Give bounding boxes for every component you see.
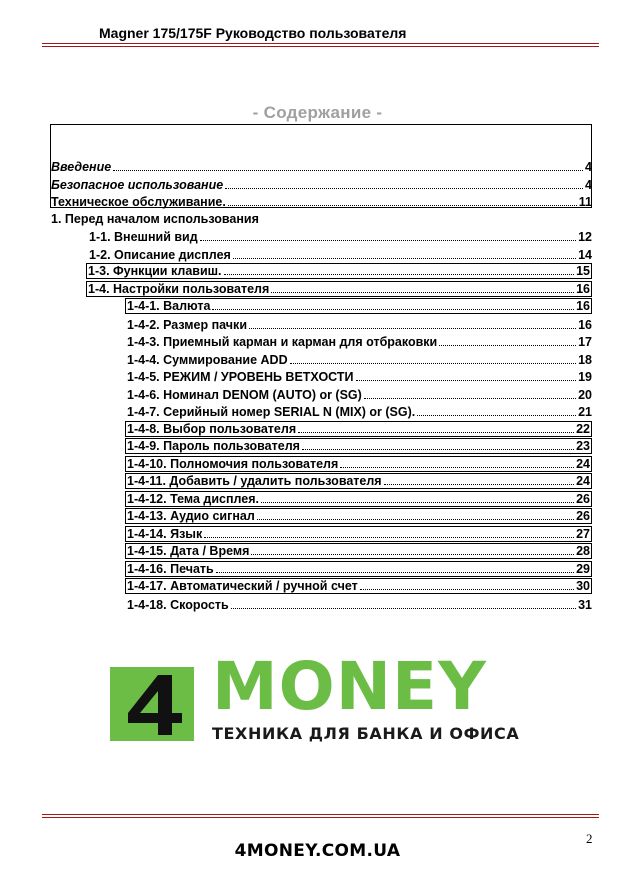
toc-leader-dots (204, 537, 574, 538)
toc-row-page: 14 (578, 248, 592, 262)
toc-row-label: 1-4-4. Суммирование ADD (127, 353, 288, 367)
toc-row-page: 26 (576, 492, 590, 506)
toc-row[interactable] (125, 491, 592, 507)
toc-row-label: Введение (51, 160, 112, 174)
toc-row-label: 1-4-5. РЕЖИМ / УРОВЕНЬ ВЕТХОСТИ (127, 370, 354, 384)
toc-row-label: Безопасное использование (51, 178, 224, 192)
toc-leader-dots (231, 608, 576, 609)
toc-leader-dots (261, 502, 574, 503)
toc-row-page: 23 (576, 439, 590, 453)
toc-row-label: Техническое обслуживание. (51, 195, 226, 209)
toc-row-page: 31 (578, 598, 592, 612)
toc-row-label: 1-4. Настройки пользователя (88, 282, 270, 296)
toc-row[interactable] (127, 386, 592, 402)
toc-row[interactable] (125, 561, 592, 577)
toc-row-page: 16 (578, 318, 592, 332)
toc-row[interactable] (86, 263, 592, 279)
toc-leader-dots (417, 415, 576, 416)
toc-row-label: 1-4-8. Выбор пользователя (127, 422, 297, 436)
toc-row[interactable] (125, 526, 592, 542)
toc-row[interactable] (51, 158, 592, 174)
toc-row-page: 4 (585, 178, 592, 192)
toc-leader-dots (113, 170, 583, 171)
toc-row-page: 16 (576, 282, 590, 296)
toc-row[interactable] (127, 351, 592, 367)
toc-row-label: 1-4-14. Язык (127, 527, 203, 541)
toc-row[interactable] (127, 596, 592, 612)
toc-leader-dots (290, 363, 576, 364)
toc-row-page: 12 (578, 230, 592, 244)
toc-leader-dots (233, 258, 576, 259)
toc-row[interactable] (125, 421, 592, 437)
toc-row-page: 11 (578, 195, 592, 209)
toc-row-page: 29 (576, 562, 590, 576)
footer-website-link[interactable]: 4MONEY.COM.UA (234, 841, 401, 861)
toc-row-page: 17 (578, 335, 592, 349)
toc-leader-dots (251, 554, 574, 555)
toc-row-label: 1-4-18. Скорость (127, 598, 229, 612)
toc-row-label: 1-4-13. Аудио сигнал (127, 509, 255, 523)
header-rule-top (42, 43, 599, 44)
toc-row-label: 1-4-7. Серийный номер SERIAL N (MIX) or (SG). (127, 405, 416, 419)
footer-rule-top (42, 814, 599, 815)
toc-leader-dots (439, 345, 576, 346)
toc-row[interactable] (51, 176, 592, 192)
toc-row-page: 20 (578, 388, 592, 402)
toc-row-label: 1-4-2. Размер пачки (127, 318, 248, 332)
toc-row[interactable] (89, 228, 592, 244)
toc-row-page: 4 (585, 160, 592, 174)
toc-row[interactable] (125, 508, 592, 524)
toc-row-label: 1-4-16. Печать (127, 562, 214, 576)
toc-row-label: 1-4-17. Автоматический / ручной счет (127, 579, 358, 593)
toc-row-page: 21 (578, 405, 592, 419)
toc-row-label: 1-4-6. Номинал DENOM (AUTO) or (SG) (127, 388, 362, 402)
toc-row-label: 1-1. Внешний вид (89, 230, 198, 244)
toc-row[interactable] (125, 438, 592, 454)
toc-row-label: 1-4-11. Добавить / удалить пользователя (127, 474, 382, 488)
logo-4-digit (110, 667, 194, 741)
header-rule-bottom (42, 46, 599, 47)
toc-leader-dots (340, 467, 574, 468)
toc-section-heading[interactable] (51, 210, 592, 226)
toc-row-page: 15 (576, 264, 590, 278)
toc-row[interactable] (127, 316, 592, 332)
toc-leader-dots (257, 519, 574, 520)
toc-leader-dots (356, 380, 577, 381)
toc-row[interactable] (51, 193, 592, 209)
toc-row[interactable] (125, 543, 592, 559)
toc-leader-dots (364, 398, 576, 399)
toc-row[interactable] (86, 281, 592, 297)
toc-row-page: 30 (576, 579, 590, 593)
toc-leader-dots (384, 484, 574, 485)
toc-row-page: 26 (576, 509, 590, 523)
toc-row[interactable] (89, 246, 592, 262)
toc-row[interactable] (125, 456, 592, 472)
toc-row-label: 1-4-10. Полномочия пользователя (127, 457, 339, 471)
toc-row-page: 22 (576, 422, 590, 436)
toc-leader-dots (228, 205, 577, 206)
toc-row-label: 1. Перед началом использования (51, 212, 259, 226)
toc-leader-dots (298, 432, 574, 433)
toc-leader-dots (200, 240, 576, 241)
toc-row-label: 1-2. Описание дисплея (89, 248, 231, 262)
logo-tagline: ТЕХНИКА ДЛЯ БАНКА И ОФИСА (212, 724, 520, 743)
toc-row-page: 16 (576, 299, 590, 313)
toc-row-label: 1-4-3. Приемный карман и карман для отбраковки (127, 335, 438, 349)
toc-leader-dots (224, 274, 575, 275)
toc-row[interactable] (125, 473, 592, 489)
toc-row-page: 27 (576, 527, 590, 541)
toc-row[interactable] (127, 368, 592, 384)
toc-leader-dots (212, 309, 574, 310)
toc-row-page: 28 (576, 544, 590, 558)
toc-row-page: 24 (576, 474, 590, 488)
logo-4-square (110, 667, 194, 741)
toc-row-label: 1-4-15. Дата / Время (127, 544, 250, 558)
toc-title: - Содержание - (252, 103, 383, 122)
toc-leader-dots (302, 449, 574, 450)
footer-rule-bottom (42, 817, 599, 818)
toc-row[interactable] (125, 578, 592, 594)
document-header-title: Magner 175/175F Руководство пользователя (99, 25, 407, 41)
toc-row[interactable] (127, 333, 592, 349)
toc-leader-dots (249, 328, 576, 329)
toc-leader-dots (225, 188, 583, 189)
toc-leader-dots (216, 572, 574, 573)
toc-row-label: 1-4-12. Тема дисплея. (127, 492, 260, 506)
toc-row-page: 24 (576, 457, 590, 471)
toc-leader-dots (360, 589, 574, 590)
toc-row-label: 1-4-1. Валюта (127, 299, 211, 313)
toc-row[interactable] (127, 403, 592, 419)
toc-row-label: 1-4-9. Пароль пользователя (127, 439, 300, 453)
logo-wordmark: MONEY (212, 648, 487, 725)
toc-row-page: 19 (578, 370, 592, 384)
toc-leader-dots (271, 292, 574, 293)
toc-row-label: 1-3. Функции клавиш. (88, 264, 222, 278)
toc-row[interactable] (125, 298, 592, 314)
toc-row-page: 18 (578, 353, 592, 367)
page-number: 2 (586, 831, 593, 846)
